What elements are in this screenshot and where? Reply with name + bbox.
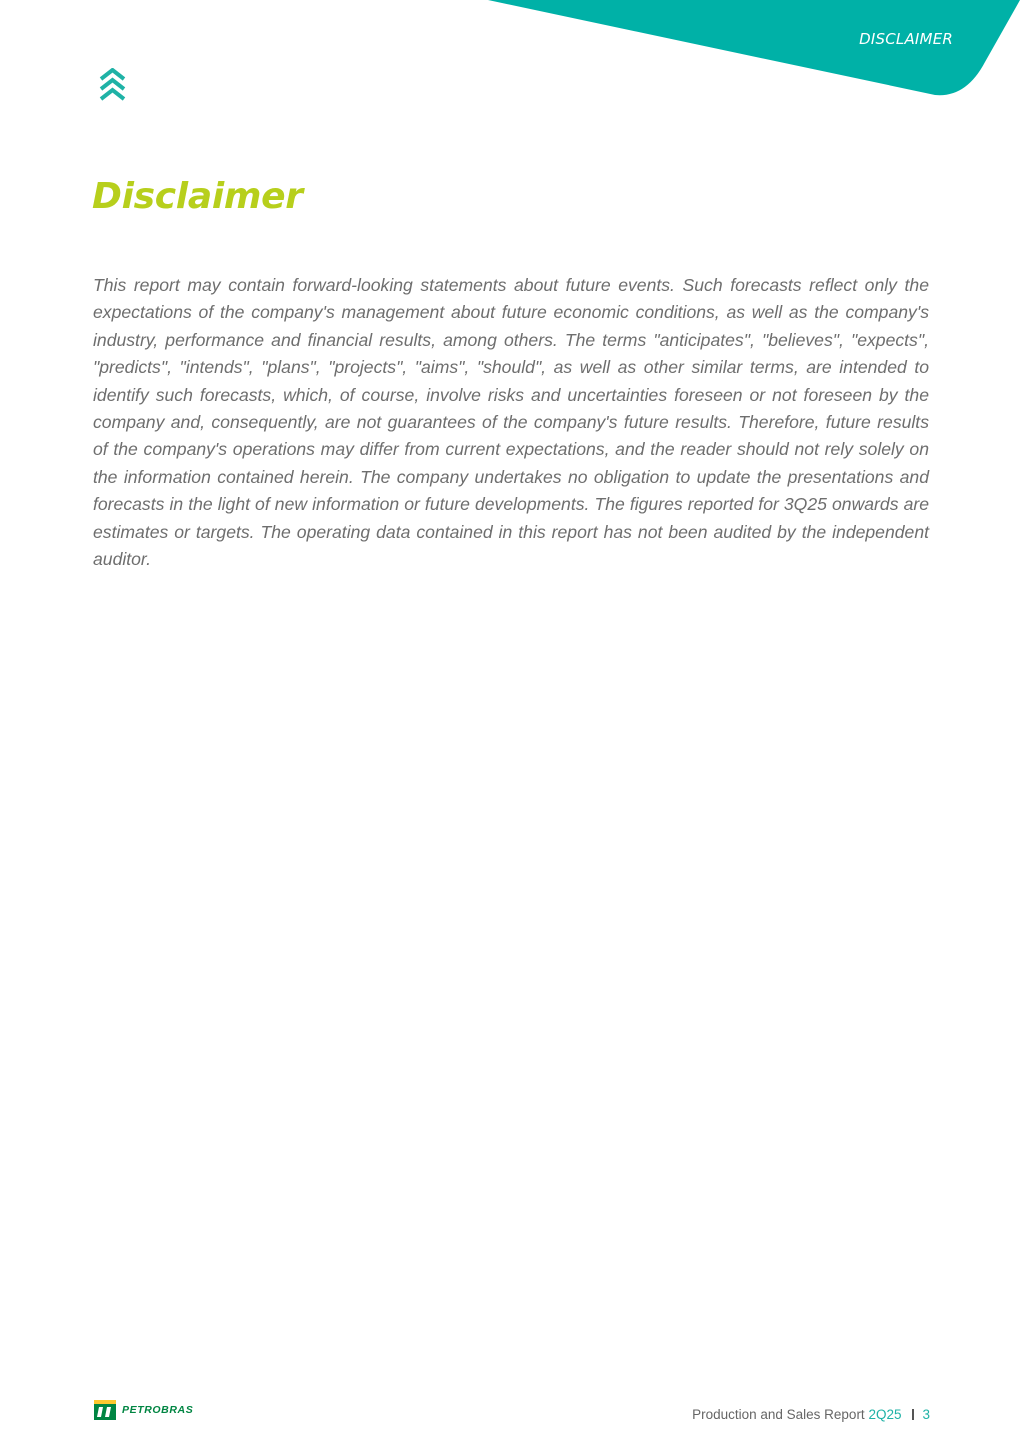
petrobras-logo: [94, 1400, 193, 1420]
section-label: DISCLAIMER: [859, 30, 953, 48]
report-name: Production and Sales Report: [692, 1407, 865, 1422]
footer-report-info: [692, 1407, 930, 1422]
page-title: Disclaimer: [92, 176, 303, 217]
report-period: 2Q25: [868, 1407, 902, 1422]
page-number: 3: [922, 1407, 930, 1422]
chevron-up-icon: [99, 68, 126, 104]
logo-wordmark: PETROBRAS: [122, 1404, 194, 1416]
header-band: [0, 0, 1020, 110]
footer-divider: [912, 1409, 914, 1420]
disclaimer-body: This report may contain forward-looking statements about future events. Such forecasts reflect only the expectations of the company's management about future economic conditions, as well as the company's industry, performance and financial results, among others. The terms "anticipates", "believes", "expects", "predicts", "intends", "plans", "projects", "aims", "should", as well as other similar terms, are intended to identify such forecasts, which, of course, involve risks and uncertainties foreseen or not foreseen by the company and, consequently, are not guarantees of the company's future results. Therefore, future results of the company's operations may differ from current expectations, and the reader should not rely solely on the information contained herein. The company undertakes no obligation to update the presentations and forecasts in the light of new information or future developments. The figures reported for 3Q25 onwards are estimates or targets. The operating data contained in this report has not been audited by the independent auditor.: [93, 275, 929, 570]
br-logo-icon: [94, 1400, 116, 1420]
